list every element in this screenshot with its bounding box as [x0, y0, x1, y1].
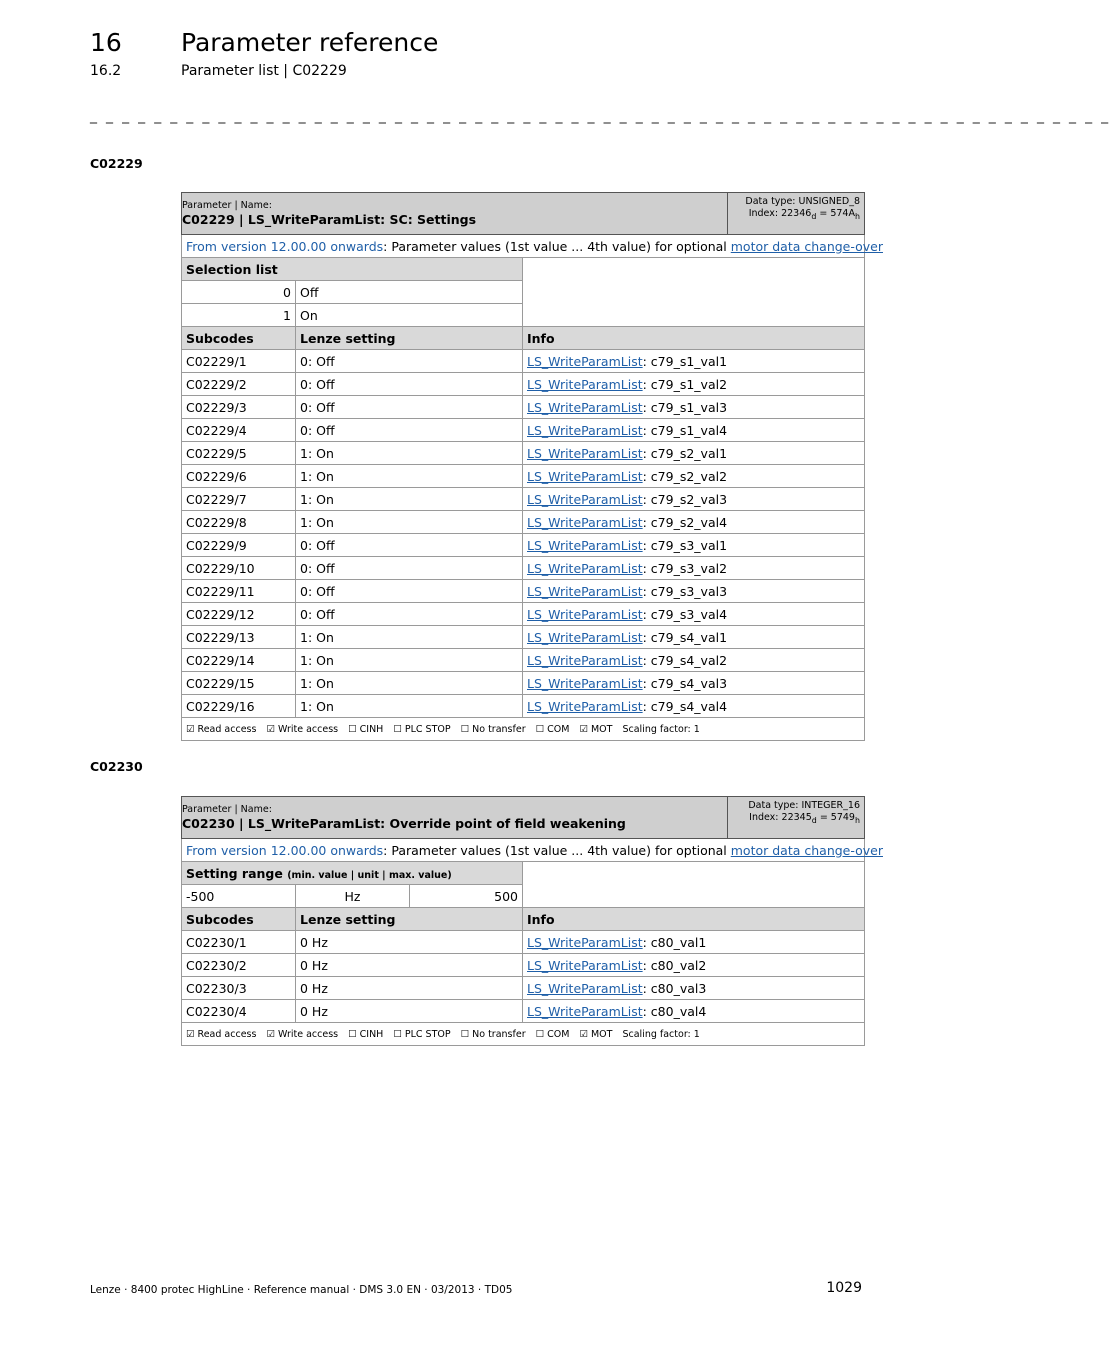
param-name: C02230 | LS_WriteParamList: Override point of field weakening: [182, 816, 626, 831]
table-row: [182, 442, 865, 465]
list-item-value: 0: [182, 281, 296, 304]
version-link[interactable]: From version 12.00.00 onwards: [186, 842, 384, 858]
subcode: C02230/2: [182, 954, 296, 977]
info-cell: [523, 580, 865, 603]
subcode: C02229/5: [182, 442, 296, 465]
access-flag: Scaling factor: 1: [622, 1028, 700, 1040]
info-cell: [523, 465, 865, 488]
info-cell: [523, 931, 865, 954]
info-cell: [523, 488, 865, 511]
lenze-setting: 0: Off: [296, 350, 523, 373]
subcode: C02229/16: [182, 695, 296, 718]
blank-cell: [523, 862, 865, 908]
info-text: : c79_s2_val3: [642, 491, 728, 507]
info-text: : c79_s1_val3: [642, 399, 728, 415]
subcode: C02230/3: [182, 977, 296, 1000]
info-cell: [523, 350, 865, 373]
info-text: : c79_s2_val2: [642, 468, 728, 484]
motor-change-link[interactable]: motor data change-over: [730, 842, 883, 858]
lenze-setting: 1: On: [296, 442, 523, 465]
info-cell: [523, 954, 865, 977]
subcode-rows: [182, 350, 865, 718]
subcode: C02229/11: [182, 580, 296, 603]
access-flag: ☐ PLC STOP: [393, 1028, 451, 1040]
writeparamlist-link[interactable]: LS_WriteParamList: [527, 422, 643, 438]
access-footer: [182, 1023, 865, 1046]
info-text: : c79_s4_val3: [642, 675, 728, 691]
lenze-setting: 0: Off: [296, 580, 523, 603]
lenze-setting: 0: Off: [296, 534, 523, 557]
subcode-rows: [182, 931, 865, 1023]
lenze-setting: 0: Off: [296, 557, 523, 580]
writeparamlist-link[interactable]: LS_WriteParamList: [527, 698, 643, 714]
page-footer-text: Lenze · 8400 protec HighLine · Reference manual · DMS 3.0 EN · 03/2013 · TD05: [90, 1284, 513, 1296]
table-row: [182, 373, 865, 396]
chapter-number: 16: [90, 28, 122, 57]
blank-cell: [523, 258, 865, 327]
writeparamlist-link[interactable]: LS_WriteParamList: [527, 491, 643, 507]
writeparamlist-link[interactable]: LS_WriteParamList: [527, 980, 643, 996]
list-item-value: 1: [182, 304, 296, 327]
subcode: C02229/3: [182, 396, 296, 419]
subcode: C02230/1: [182, 931, 296, 954]
access-flag: ☐ COM: [535, 723, 570, 735]
lenze-setting: 0 Hz: [296, 954, 523, 977]
lenze-setting: 0: Off: [296, 396, 523, 419]
param-label-c02230: C02230: [90, 759, 143, 774]
description-row: From version 12.00.00 onwards: Parameter values (1st value ... 4th value) for optional motor data change-over: [182, 839, 865, 862]
info-cell: [523, 373, 865, 396]
subcode: C02229/2: [182, 373, 296, 396]
lenze-setting: 0 Hz: [296, 931, 523, 954]
access-flag: ☑ Read access: [186, 1028, 257, 1040]
writeparamlist-link[interactable]: LS_WriteParamList: [527, 445, 643, 461]
param-table-c02229: [181, 192, 883, 741]
writeparamlist-link[interactable]: LS_WriteParamList: [527, 629, 643, 645]
lenze-setting: 1: On: [296, 488, 523, 511]
param-name-cell: Parameter | Name: C02230 | LS_WriteParamList: Override point of field weakening: [182, 797, 728, 839]
info-text: : c79_s1_val4: [642, 422, 728, 438]
table-row: [182, 695, 865, 718]
subcode: C02229/7: [182, 488, 296, 511]
info-cell: [523, 626, 865, 649]
section-number: 16.2: [90, 63, 122, 79]
info-text: : c80_val4: [642, 1003, 707, 1019]
table-row: [182, 977, 865, 1000]
subcode: C02229/4: [182, 419, 296, 442]
info-cell: [523, 396, 865, 419]
info-text: : c80_val2: [642, 957, 707, 973]
writeparamlist-link[interactable]: LS_WriteParamList: [527, 560, 643, 576]
access-flag: ☐ CINH: [348, 723, 384, 735]
table-row: [182, 511, 865, 534]
subcode: C02229/8: [182, 511, 296, 534]
motor-change-link[interactable]: motor data change-over: [730, 238, 883, 254]
writeparamlist-link[interactable]: LS_WriteParamList: [527, 934, 643, 950]
info-cell: [523, 557, 865, 580]
access-flag: ☑ Read access: [186, 723, 257, 735]
lenze-setting: 1: On: [296, 465, 523, 488]
info-text: : c80_val3: [642, 980, 707, 996]
subcode: C02229/12: [182, 603, 296, 626]
data-type-cell: Data type: INTEGER_16 Index: $22345_d = 5749_h$: [728, 797, 865, 839]
table-row: [182, 603, 865, 626]
separator-line: _ _ _ _ _ _ _ _ _ _ _ _ _ _ _ _ _ _ _ _ _ _ _ _ _ _ _ _ _ _ _ _ _ _ _ _ _ _ _ _ _ _ _ _ _ _ _ _ _ _ _ _ _ _ _ _ _ _ _ _ _ _ _ _: [90, 108, 1110, 124]
access-flag: ☐ PLC STOP: [393, 723, 451, 735]
info-cell: [523, 1000, 865, 1023]
col-info: Info: [523, 908, 865, 931]
section-title: Parameter list | C02229: [181, 63, 347, 79]
access-flag: ☑ MOT: [579, 723, 613, 735]
info-text: : c79_s3_val3: [642, 583, 728, 599]
access-flag: ☑ MOT: [579, 1028, 613, 1040]
writeparamlist-link[interactable]: LS_WriteParamList: [527, 468, 643, 484]
table-row: [182, 534, 865, 557]
lenze-setting: 0: Off: [296, 603, 523, 626]
lenze-setting: 0: Off: [296, 419, 523, 442]
info-text: : c79_s3_val1: [642, 537, 728, 553]
subcode: C02229/10: [182, 557, 296, 580]
info-text: : c79_s1_val1: [642, 353, 728, 369]
col-subcodes: Subcodes: [182, 327, 296, 350]
info-cell: [523, 695, 865, 718]
lenze-setting: 1: On: [296, 511, 523, 534]
table-row: [182, 557, 865, 580]
table-row: [182, 350, 865, 373]
lenze-setting: 1: On: [296, 626, 523, 649]
lenze-setting: 1: On: [296, 649, 523, 672]
table-row: [182, 649, 865, 672]
writeparamlist-link[interactable]: LS_WriteParamList: [527, 583, 643, 599]
col-lenze-setting: Lenze setting: [296, 908, 523, 931]
access-flag: ☑ Write access: [266, 723, 339, 735]
access-flag: ☐ COM: [535, 1028, 570, 1040]
info-cell: [523, 442, 865, 465]
lenze-setting: 0: Off: [296, 373, 523, 396]
selection-list-header: Selection list: [182, 258, 523, 281]
access-footer: [182, 718, 865, 741]
info-cell: [523, 511, 865, 534]
lenze-setting: 0 Hz: [296, 1000, 523, 1023]
version-link[interactable]: From version 12.00.00 onwards: [186, 238, 384, 254]
info-text: : c79_s2_val4: [642, 514, 728, 530]
access-flag: ☑ Write access: [266, 1028, 339, 1040]
col-lenze-setting: Lenze setting: [296, 327, 523, 350]
table-row: [182, 1000, 865, 1023]
info-cell: [523, 419, 865, 442]
info-text: : c79_s3_val4: [642, 606, 728, 622]
access-flag: ☐ No transfer: [460, 1028, 526, 1040]
info-cell: [523, 649, 865, 672]
subcode: C02229/6: [182, 465, 296, 488]
subcode: C02229/9: [182, 534, 296, 557]
setting-range-header: Setting range (min. value | unit | max. value): [182, 862, 523, 885]
writeparamlist-link[interactable]: LS_WriteParamList: [527, 537, 643, 553]
info-text: : c80_val1: [642, 934, 707, 950]
description-row: From version 12.00.00 onwards: Parameter values (1st value ... 4th value) for optional motor data change-over: [182, 235, 865, 258]
info-text: : c79_s4_val1: [642, 629, 728, 645]
info-cell: [523, 603, 865, 626]
range-unit: Hz: [296, 885, 410, 908]
subcode: C02230/4: [182, 1000, 296, 1023]
subcode: C02229/1: [182, 350, 296, 373]
info-text: : c79_s4_val4: [642, 698, 728, 714]
param-name-cell: Parameter | Name: C02229 | LS_WriteParamList: SC: Settings: [182, 193, 728, 235]
table-row: [182, 580, 865, 603]
col-info: Info: [523, 327, 865, 350]
info-cell: [523, 534, 865, 557]
page-number: 1029: [826, 1280, 862, 1296]
subcode: C02229/14: [182, 649, 296, 672]
table-row: [182, 931, 865, 954]
lenze-setting: 1: On: [296, 672, 523, 695]
access-flag: ☐ No transfer: [460, 723, 526, 735]
range-min: -500: [182, 885, 296, 908]
info-cell: [523, 672, 865, 695]
subcode: C02229/13: [182, 626, 296, 649]
info-text: : c79_s3_val2: [642, 560, 728, 576]
writeparamlist-link[interactable]: LS_WriteParamList: [527, 514, 643, 530]
info-cell: [523, 977, 865, 1000]
access-flag: ☐ CINH: [348, 1028, 384, 1040]
subcode: C02229/15: [182, 672, 296, 695]
table-row: [182, 419, 865, 442]
writeparamlist-link[interactable]: LS_WriteParamList: [527, 1003, 643, 1019]
writeparamlist-link[interactable]: LS_WriteParamList: [527, 399, 643, 415]
table-row: [182, 465, 865, 488]
table-row: [182, 954, 865, 977]
table-row: [182, 488, 865, 511]
chapter-title: Parameter reference: [181, 28, 439, 57]
info-text: : c79_s2_val1: [642, 445, 728, 461]
param-name: C02229 | LS_WriteParamList: SC: Settings: [182, 212, 477, 227]
list-item-label: On: [296, 304, 523, 327]
access-flag: Scaling factor: 1: [622, 723, 700, 735]
param-table-c02230: [181, 796, 883, 1046]
info-text: : c79_s4_val2: [642, 652, 728, 668]
table-row: [182, 672, 865, 695]
writeparamlist-link[interactable]: LS_WriteParamList: [527, 957, 643, 973]
writeparamlist-link[interactable]: LS_WriteParamList: [527, 606, 643, 622]
list-item-label: Off: [296, 281, 523, 304]
lenze-setting: 1: On: [296, 695, 523, 718]
table-row: [182, 396, 865, 419]
col-subcodes: Subcodes: [182, 908, 296, 931]
data-type-cell: Data type: UNSIGNED_8 Index: $22346_d = 574A_h$: [728, 193, 865, 235]
range-max: 500: [410, 885, 523, 908]
writeparamlist-link[interactable]: LS_WriteParamList: [527, 376, 643, 392]
writeparamlist-link[interactable]: LS_WriteParamList: [527, 353, 643, 369]
writeparamlist-link[interactable]: LS_WriteParamList: [527, 652, 643, 668]
lenze-setting: 0 Hz: [296, 977, 523, 1000]
param-label-c02229: C02229: [90, 156, 143, 171]
table-row: [182, 626, 865, 649]
info-text: : c79_s1_val2: [642, 376, 728, 392]
writeparamlist-link[interactable]: LS_WriteParamList: [527, 675, 643, 691]
